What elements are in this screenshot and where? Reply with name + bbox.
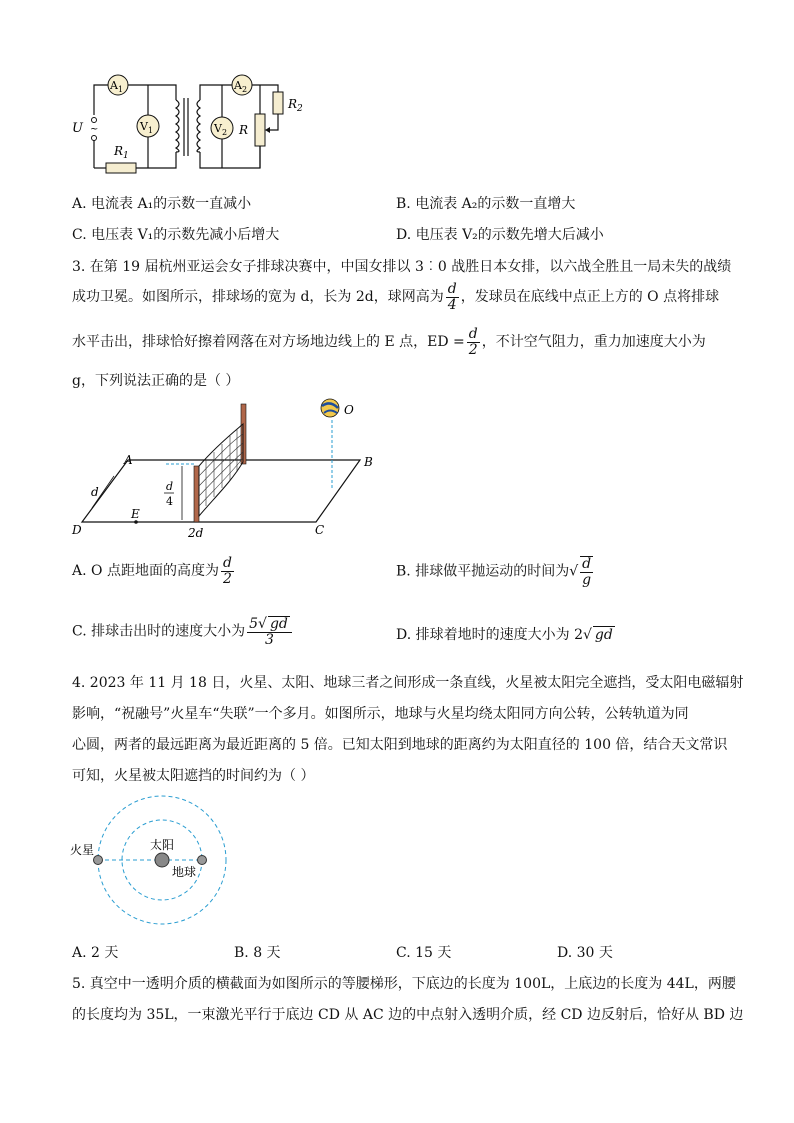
transformer-circuit-diagram	[66, 70, 316, 180]
court-label-e: E	[131, 507, 140, 521]
q3-option-a: A. O 点距地面的高度为 $\frac{d}{2}$	[72, 555, 232, 587]
q2-option-c: C. 电压表 V₁的示数先减小后增大	[72, 227, 280, 243]
q2-option-d: D. 电压表 V₂的示数先增大后减小	[396, 227, 604, 243]
q4-option-d: D. 30 天	[557, 945, 613, 961]
svg-text:V1: $V_1$	[140, 120, 154, 135]
svg-text:R2: $R_2$	[288, 97, 303, 114]
label-u: U	[72, 121, 83, 136]
svg-text:V2: $V_2$	[214, 122, 228, 137]
q3-option-d: D. 排球着地时的速度大小为 2√ gd	[396, 627, 613, 643]
q3-line-1: 3. 在第 19 届杭州亚运会女子排球决赛中，中国女排以 3︰0 战胜日本女排，以六战全胜且一局未失的战绩	[72, 259, 732, 275]
court-label-o: O	[344, 403, 354, 417]
q4-option-a: A. 2 天	[72, 945, 119, 961]
fraction-d-over-2: $\frac{d}{2}$	[468, 326, 478, 358]
fraction-d-over-4: $\frac{d}{4}$	[447, 281, 457, 313]
q3-option-c: C. 排球击出时的速度大小为 $\frac{5√ gd}{3}$	[72, 616, 294, 647]
q4-option-b: B. 8 天	[234, 945, 281, 961]
q4-line-3: 心圆，两者的最远距离为最近距离的 5 倍。已知太阳到地球的距离约为太阳直径的 100 倍，结合天文常识	[72, 737, 728, 753]
volleyball-court-figure	[66, 396, 386, 546]
court-label-c: C	[315, 523, 325, 537]
mars-label: 火星	[70, 843, 95, 857]
svg-text:~: ~	[90, 124, 99, 135]
net-height-num: d	[166, 480, 174, 493]
sun-label: 太阳	[150, 838, 175, 852]
q2-option-b: B. 电流表 A₂的示数一直增大	[396, 196, 576, 212]
net-height-den: 4	[166, 495, 173, 508]
court-length-label: 2d	[188, 526, 204, 540]
q3-line-2: 成功卫冕。如图所示，排球场的宽为 d，长为 2d，球网高为 $\frac{d}{4}$ ，发球员在底线中点正上方的 O 点将排球	[72, 281, 720, 313]
q5-line-2: 的长度均为 35L，一束激光平行于底边 CD 从 AC 边的中点射入透明介质，经 CD 边反射后，恰好从 BD 边	[72, 1007, 744, 1023]
court-label-d: D	[72, 523, 82, 537]
court-label-a: A	[124, 453, 133, 467]
q4-line-1: 4. 2023 年 11 月 18 日，火星、太阳、地球三者之间形成一条直线，火星被太阳完全遮挡，受太阳电磁辐射	[72, 675, 744, 691]
q4-option-c: C. 15 天	[396, 945, 452, 961]
svg-text:A2: $A_2$	[234, 79, 248, 94]
earth-label: 地球	[172, 865, 197, 879]
court-label-width: d	[91, 485, 99, 499]
q4-line-2: 影响，“祝融号”火星车“失联”一个多月。如图所示，地球与火星均绕太阳同方向公转，公转轨道为同	[72, 706, 689, 722]
q3-line-3: 水平击出，排球恰好擦着网落在对方场地边线上的 E 点，ED = $\frac{d}{2}$ ，不计空气阻力，重力加速度大小为	[72, 326, 706, 358]
orbit-diagram	[66, 792, 266, 932]
q3-option-b: B. 排球做平抛运动的时间为√ $\frac{d}{g}$	[396, 556, 592, 588]
q5-line-1: 5. 真空中一透明介质的横截面为如图所示的等腰梯形，下底边的长度为 100L，上底边的长度为 44L，两腰	[72, 976, 736, 992]
svg-text:R1: $R_1$	[114, 144, 129, 161]
q4-line-4: 可知，火星被太阳遮挡的时间约为（ ）	[72, 768, 315, 784]
q2-option-a: A. 电流表 A₁的示数一直减小	[72, 196, 252, 212]
label-r: R	[239, 123, 249, 137]
q3-line-4: g，下列说法正确的是（ ）	[72, 373, 240, 389]
court-label-b: B	[364, 455, 373, 469]
svg-text:A1: $A_1$	[110, 79, 124, 94]
